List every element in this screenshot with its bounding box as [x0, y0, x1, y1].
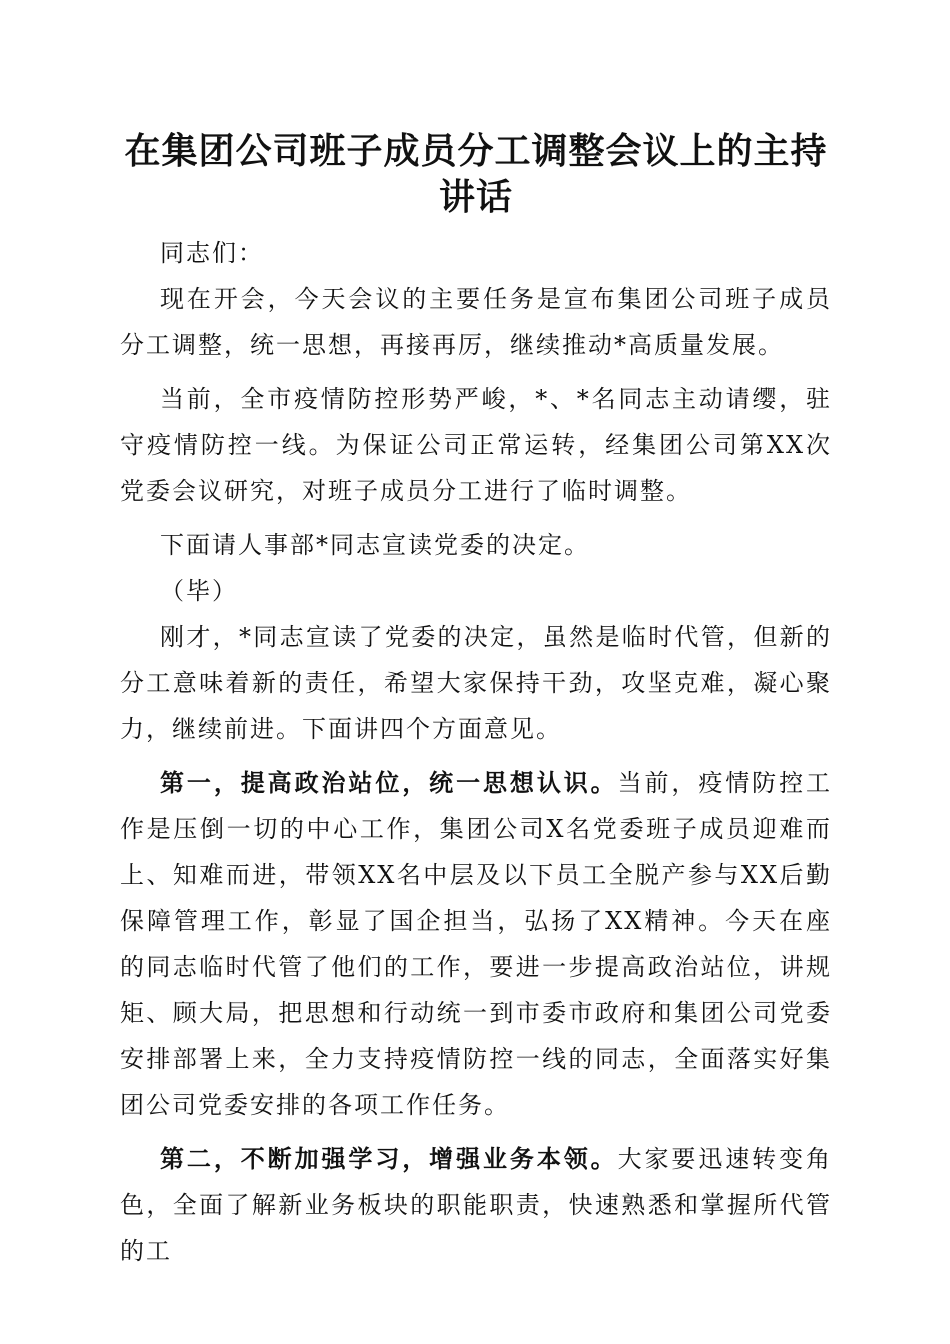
- paragraph-text: 同志们：: [160, 239, 264, 267]
- paragraph-lead: 第二，不断加强学习，增强业务本领。: [160, 1144, 618, 1173]
- paragraph-end-marker: [120, 568, 832, 614]
- paragraph-text: 当前，疫情防控工作是压倒一切的中心工作，集团公司X名党委班子成员迎难而上、知难而进，带领XX名中层及以下员工全脱产参与XX后勤保障管理工作，彰显了国企担当，弘扬了XX精神。今天在座的同志临时代管了他们的工作，要进一步提高政治站位，讲规矩、顾大局，把思想和行动统一到市委市政府和集团公司党委安排部署上来，全力支持疫情防控一线的同志，全面落实好集团公司党委安排的各项工作任务。: [120, 769, 833, 1119]
- paragraph-point-one: [120, 760, 832, 1128]
- paragraph-text: 大家要迅速转变角色，全面了解新业务板块的职能职责，快速熟悉和掌握所代管的工: [120, 1145, 833, 1265]
- paragraph-point-two: [120, 1136, 832, 1274]
- paragraph-opening: [120, 276, 832, 368]
- paragraph-text: （毕）: [160, 577, 238, 605]
- paragraph-announcement: [120, 522, 832, 568]
- paragraph-background: [120, 376, 832, 514]
- paragraph-text: 刚才，*同志宣读了党委的决定，虽然是临时代管，但新的分工意味着新的责任，希望大家保持干劲，攻坚克难，凝心聚力，继续前进。下面讲四个方面意见。: [120, 623, 832, 743]
- paragraph-text: 下面请人事部*同志宣读党委的决定。: [160, 531, 590, 559]
- document-body: [120, 230, 832, 1274]
- paragraph-text: 当前，全市疫情防控形势严峻，*、*名同志主动请缨，驻守疫情防控一线。为保证公司正常运转，经集团公司第XX次党委会议研究，对班子成员分工进行了临时调整。: [120, 385, 832, 505]
- document-page: [120, 128, 832, 1282]
- paragraph-greeting: [120, 230, 832, 276]
- document-title: 在集团公司班子成员分工调整会议上的主持讲话: [124, 130, 828, 218]
- paragraph-lead: 第一，提高政治站位，统一思想认识。: [160, 768, 618, 797]
- paragraph-remarks: [120, 614, 832, 752]
- paragraph-text: 现在开会，今天会议的主要任务是宣布集团公司班子成员分工调整，统一思想，再接再厉，继续推动*高质量发展。: [120, 285, 832, 359]
